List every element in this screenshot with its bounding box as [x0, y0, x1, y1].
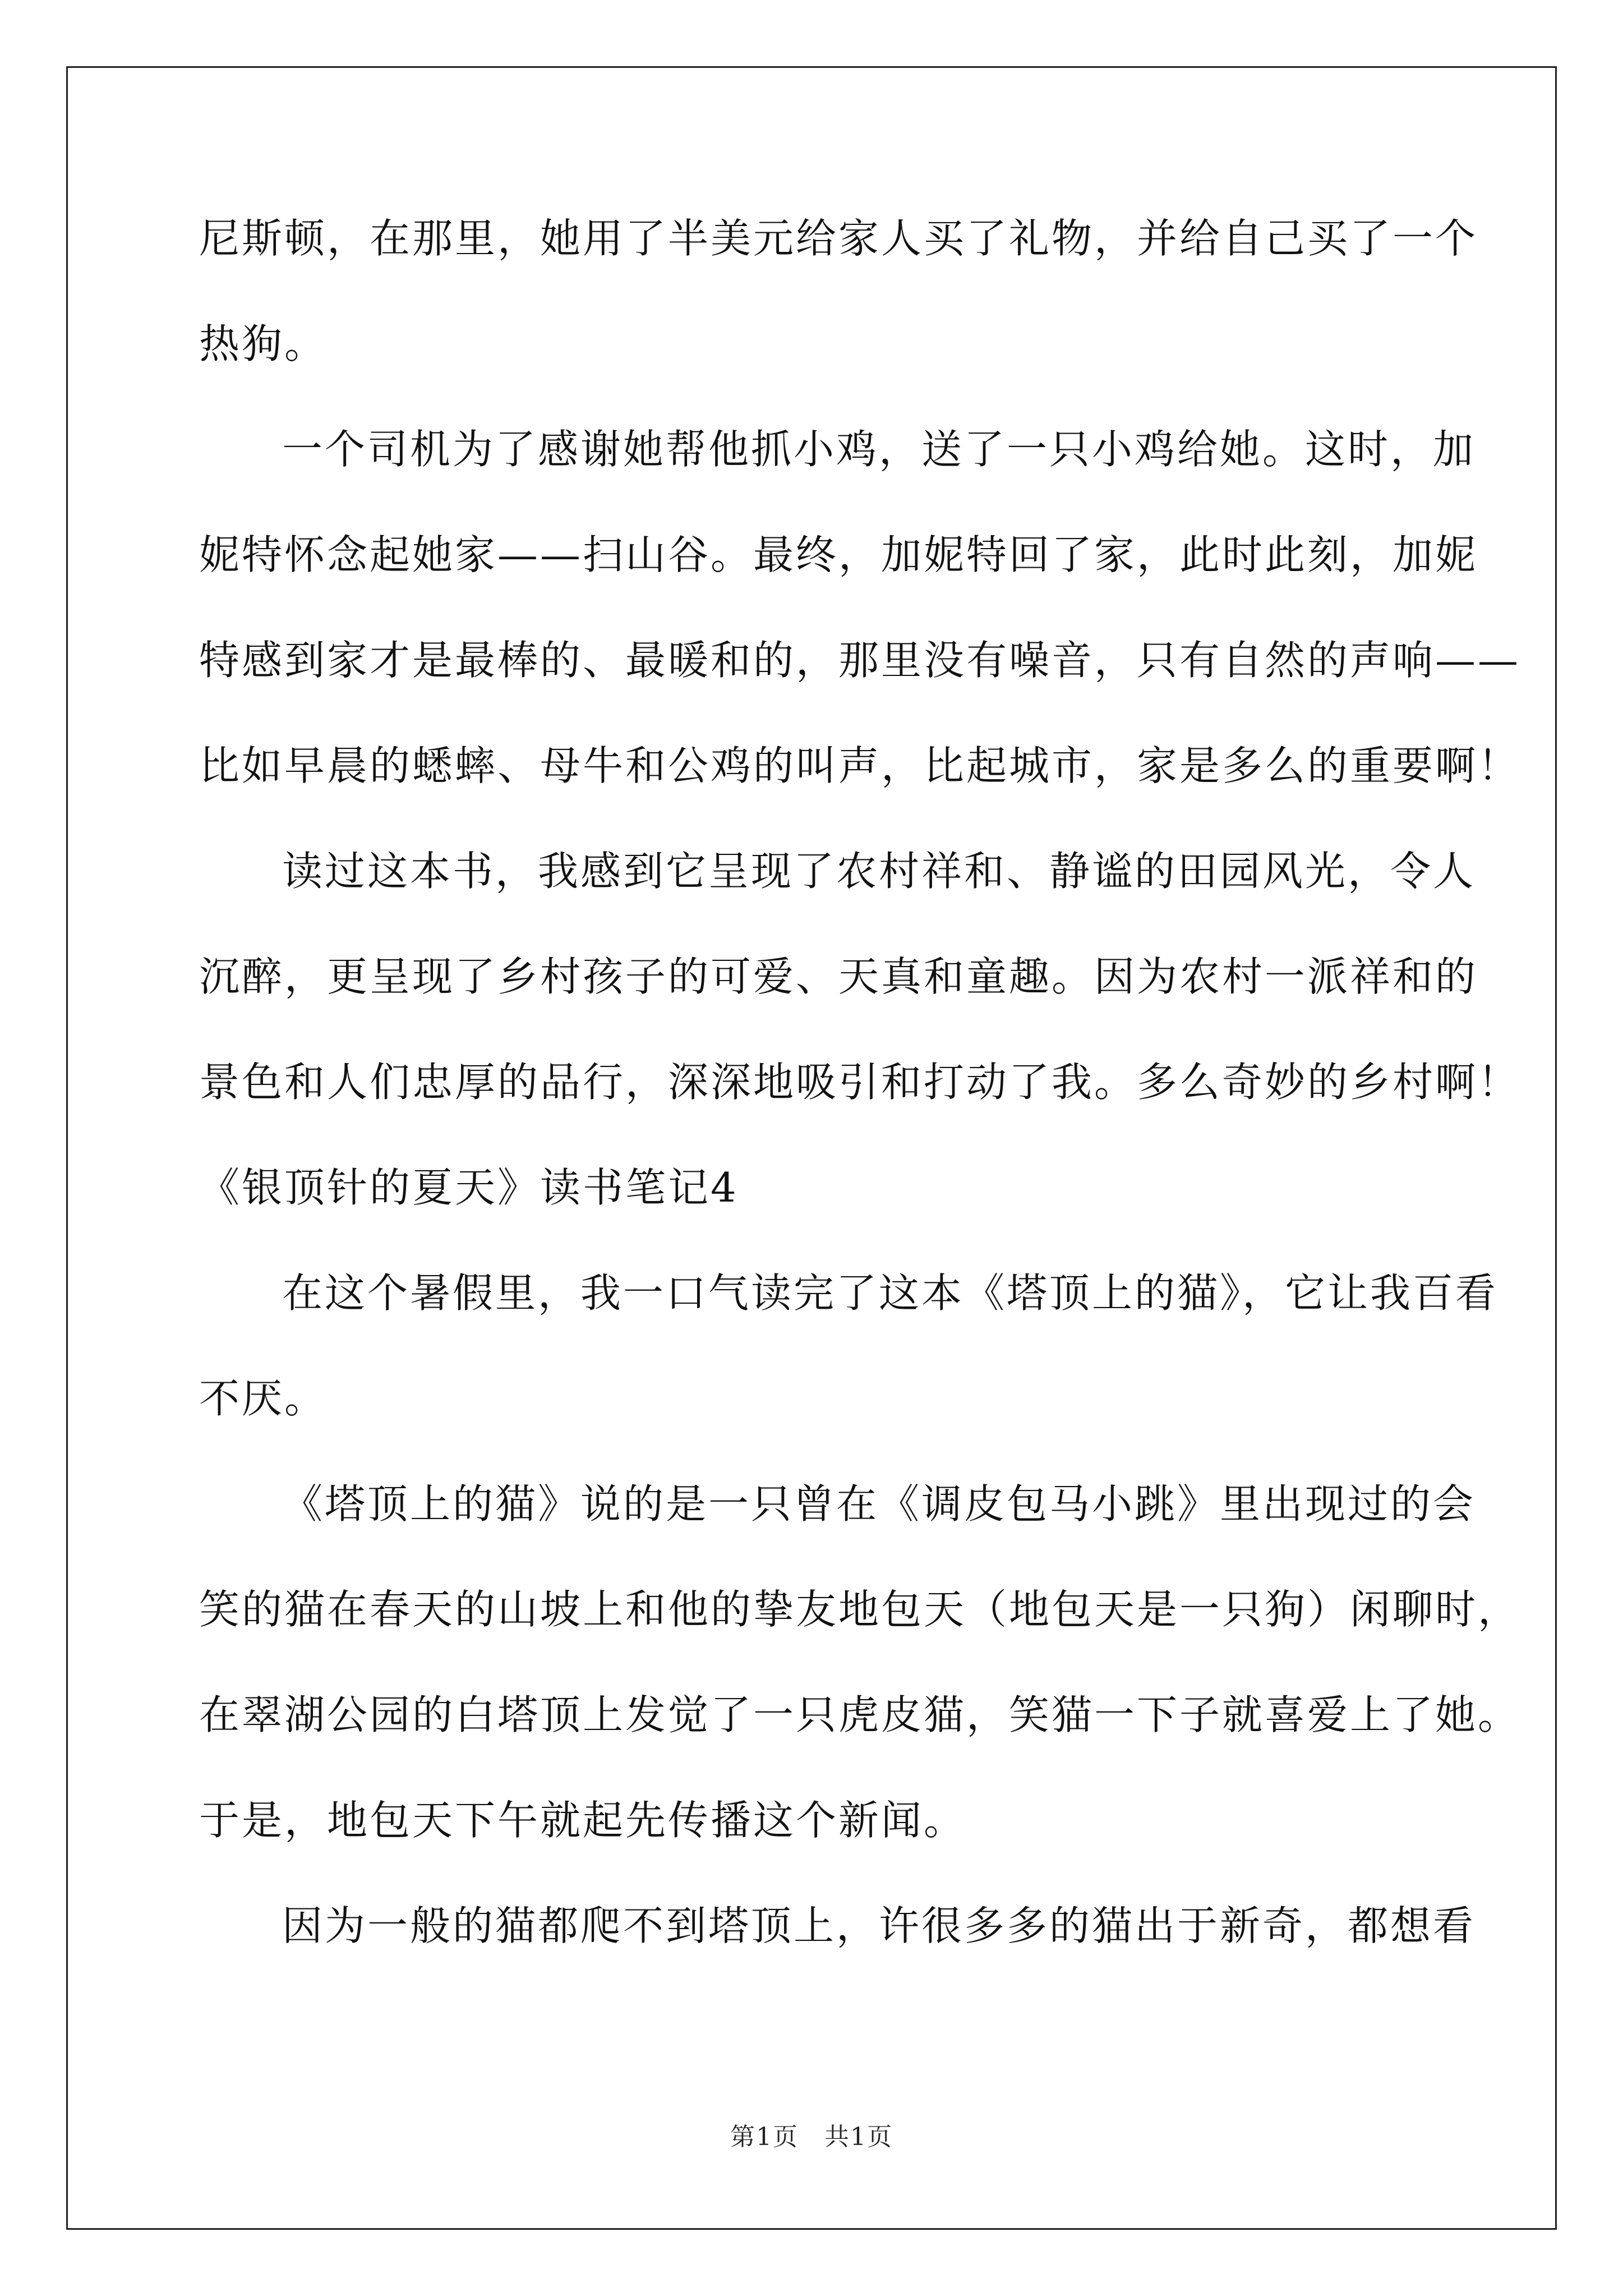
- text-line: 读过这本书，我感到它呈现了农村祥和、静谧的田园风光，令人: [282, 848, 1476, 895]
- text-line: 在翠湖公园的白塔顶上发觉了一只虎皮猫，笑猫一下子就喜爱上了她。: [199, 1691, 1521, 1738]
- section-heading: 《银顶针的夏天》读书笔记4: [199, 1164, 739, 1211]
- text-line: 妮特怀念起她家——扫山谷。最终，加妮特回了家，此时此刻，加妮: [199, 531, 1478, 578]
- text-line: 比如早晨的蟋蟀、母牛和公鸡的叫声，比起城市，家是多么的重要啊！: [199, 742, 1521, 789]
- text-line: 因为一般的猫都爬不到塔顶上，许很多多的猫出于新奇，都想看: [282, 1902, 1476, 1949]
- page-footer: 第1页 共1页: [730, 2123, 893, 2151]
- text-line: 一个司机为了感谢她帮他抓小鸡，送了一只小鸡给她。这时，加: [282, 426, 1476, 473]
- text-line: 在这个暑假里，我一口气读完了这本《塔顶上的猫》，它让我百看: [282, 1269, 1498, 1317]
- text-line: 沉醉，更呈现了乡村孩子的可爱、天真和童趣。因为农村一派祥和的: [199, 953, 1478, 1000]
- text-line: 不厌。: [199, 1375, 328, 1422]
- text-line: 《塔顶上的猫》说的是一只曾在《调皮包马小跳》里出现过的会: [282, 1480, 1476, 1527]
- text-line: 笑的猫在春天的山坡上和他的挚友地包天（地包天是一只狗）闲聊时，: [199, 1586, 1521, 1633]
- text-line: 特感到家才是最棒的、最暖和的，那里没有噪音，只有自然的声响——: [199, 637, 1521, 684]
- text-line: 热狗。: [199, 320, 328, 367]
- text-line: 景色和人们忠厚的品行，深深地吸引和打动了我。多么奇妙的乡村啊！: [199, 1059, 1521, 1106]
- text-line: 于是，地包天下午就起先传播这个新闻。: [199, 1797, 967, 1844]
- text-line: 尼斯顿，在那里，她用了半美元给家人买了礼物，并给自己买了一个: [199, 215, 1478, 262]
